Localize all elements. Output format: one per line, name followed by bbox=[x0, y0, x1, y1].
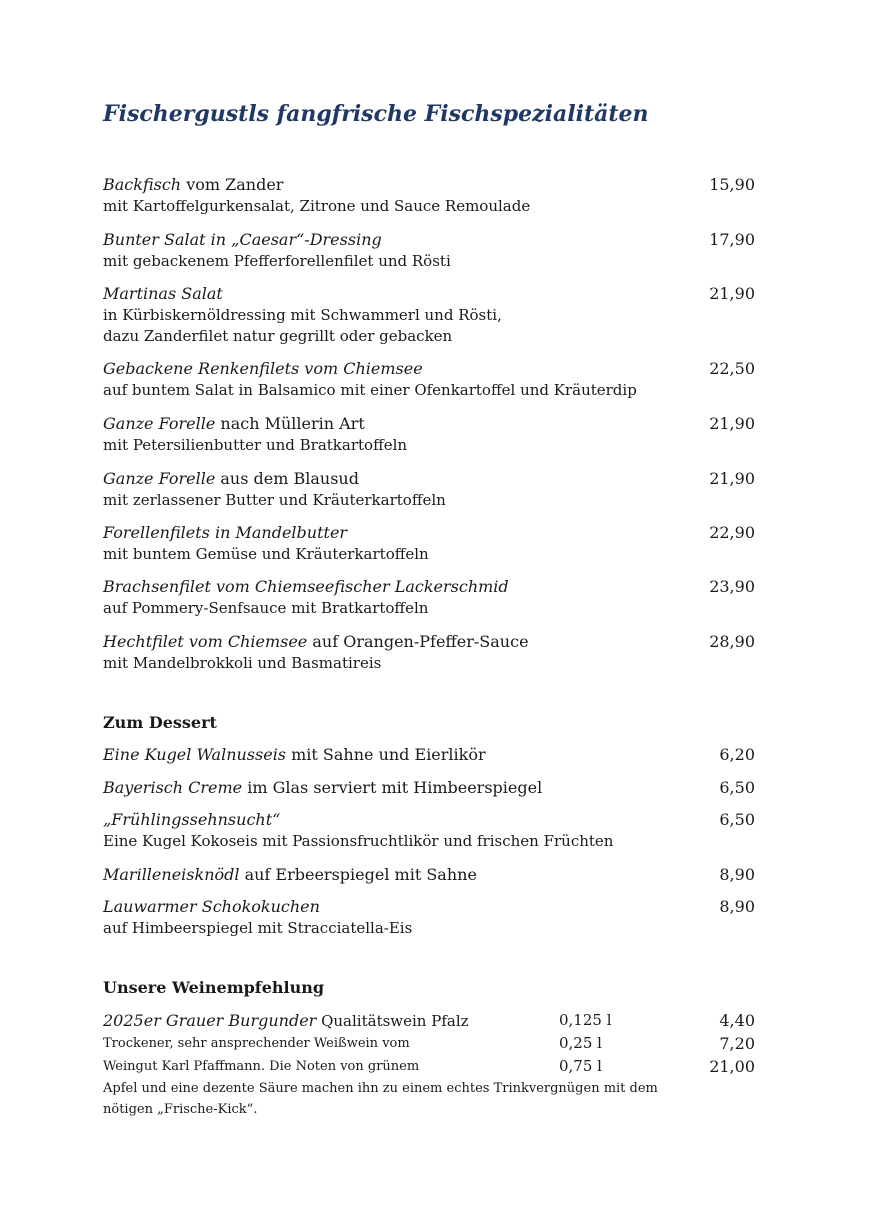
wine-heading: Unsere Weinempfehlung bbox=[103, 978, 325, 997]
menu-item bbox=[103, 174, 755, 217]
item-description: mit gebackenem Pfefferforellenfilet und Rösti bbox=[103, 252, 451, 270]
dessert-heading: Zum Dessert bbox=[103, 713, 217, 732]
wine-description: Apfel und eine dezente Säure machen ihn zu einem echtes Trinkvergnügen mit dem bbox=[103, 1081, 658, 1096]
wine-volume: 0,125 l bbox=[559, 1011, 612, 1029]
item-name: „Frühlingssehnsucht“ bbox=[103, 810, 281, 829]
item-price: 21,90 bbox=[709, 469, 755, 488]
item-name-rest: vom Zander bbox=[181, 175, 284, 194]
item-name: Hechtfilet vom Chiemsee bbox=[103, 632, 308, 651]
page-title: Fischergustls fangfrische Fischspezialitäten bbox=[103, 101, 649, 127]
wine-recommendation bbox=[103, 1009, 758, 1120]
item-name: Martinas Salat bbox=[103, 284, 223, 303]
dessert-item bbox=[103, 896, 755, 939]
item-name: Backfisch bbox=[103, 175, 182, 194]
item-description: mit Mandelbrokkoli und Basmatireis bbox=[103, 654, 382, 672]
item-price: 6,50 bbox=[719, 810, 755, 829]
item-name-rest: nach Müllerin Art bbox=[215, 414, 365, 433]
item-price: 28,90 bbox=[709, 632, 755, 651]
item-price: 17,90 bbox=[709, 230, 755, 249]
item-name: Gebackene Renkenfilets vom Chiemsee bbox=[103, 359, 423, 378]
menu-item bbox=[103, 576, 755, 619]
item-name: Forellenfilets in Mandelbutter bbox=[103, 523, 348, 542]
dessert-item bbox=[103, 864, 755, 886]
menu-item bbox=[103, 468, 755, 511]
item-description: Eine Kugel Kokoseis mit Passionsfruchtlikör und frischen Früchten bbox=[103, 832, 614, 850]
item-description: dazu Zanderfilet natur gegrillt oder gebacken bbox=[103, 327, 453, 345]
item-price: 22,50 bbox=[709, 359, 755, 378]
menu-item bbox=[103, 522, 755, 565]
item-name-rest: mit Sahne und Eierlikör bbox=[286, 745, 486, 764]
item-name: Bunter Salat in „Caesar“-Dressing bbox=[103, 230, 382, 249]
item-name-rest: im Glas serviert mit Himbeerspiegel bbox=[242, 778, 543, 797]
item-name: Ganze Forelle bbox=[103, 414, 216, 433]
wine-price: 4,40 bbox=[719, 1011, 755, 1030]
wine-description: Trockener, sehr ansprechender Weißwein vom bbox=[103, 1036, 410, 1051]
item-name: Brachsenfilet vom Chiemseefischer Lackerschmid bbox=[103, 577, 509, 596]
wine-volume: 0,75 l bbox=[559, 1057, 602, 1075]
item-price: 21,90 bbox=[709, 284, 755, 303]
item-price: 23,90 bbox=[709, 577, 755, 596]
item-description: auf buntem Salat in Balsamico mit einer Ofenkartoffel und Kräuterdip bbox=[103, 381, 637, 399]
item-description: mit zerlassener Butter und Kräuterkartoffeln bbox=[103, 491, 446, 509]
wine-price: 7,20 bbox=[719, 1034, 755, 1053]
dessert-item bbox=[103, 744, 755, 766]
wine-description: Weingut Karl Pfaffmann. Die Noten von grünem bbox=[103, 1059, 420, 1074]
item-price: 8,90 bbox=[719, 897, 755, 916]
item-description: auf Himbeerspiegel mit Stracciatella-Eis bbox=[103, 919, 413, 937]
wine-name-rest: Qualitätswein Pfalz bbox=[316, 1012, 469, 1030]
item-name-rest: aus dem Blausud bbox=[215, 469, 359, 488]
wine-description: nötigen „Frische-Kick“. bbox=[103, 1102, 258, 1117]
item-name: Lauwarmer Schokokuchen bbox=[103, 897, 320, 916]
menu-item bbox=[103, 631, 755, 674]
item-price: 6,50 bbox=[719, 778, 755, 797]
item-price: 21,90 bbox=[709, 414, 755, 433]
menu-item bbox=[103, 283, 755, 347]
item-price: 6,20 bbox=[719, 745, 755, 764]
wine-volume: 0,25 l bbox=[559, 1034, 602, 1052]
dessert-item bbox=[103, 777, 755, 799]
item-price: 8,90 bbox=[719, 865, 755, 884]
item-name-rest: auf Erbeerspiegel mit Sahne bbox=[239, 865, 477, 884]
item-price: 15,90 bbox=[709, 175, 755, 194]
item-description: mit Petersilienbutter und Bratkartoffeln bbox=[103, 436, 408, 454]
item-name: Bayerisch Creme bbox=[103, 778, 243, 797]
item-name: Eine Kugel Walnusseis bbox=[103, 745, 287, 764]
menu-item bbox=[103, 229, 755, 272]
item-price: 22,90 bbox=[709, 523, 755, 542]
item-description: in Kürbiskernöldressing mit Schwammerl und Rösti, bbox=[103, 306, 502, 324]
item-description: mit Kartoffelgurkensalat, Zitrone und Sauce Remoulade bbox=[103, 197, 531, 215]
menu-item bbox=[103, 413, 755, 456]
item-name-rest: auf Orangen-Pfeffer-Sauce bbox=[307, 632, 529, 651]
wine-name: 2025er Grauer Burgunder bbox=[103, 1011, 317, 1030]
item-description: mit buntem Gemüse und Kräuterkartoffeln bbox=[103, 545, 429, 563]
item-name: Marilleneisknödl bbox=[103, 865, 240, 884]
menu-item bbox=[103, 358, 755, 401]
dessert-item bbox=[103, 809, 755, 852]
item-description: auf Pommery-Senfsauce mit Bratkartoffeln bbox=[103, 599, 429, 617]
item-name: Ganze Forelle bbox=[103, 469, 216, 488]
wine-price: 21,00 bbox=[709, 1057, 755, 1076]
